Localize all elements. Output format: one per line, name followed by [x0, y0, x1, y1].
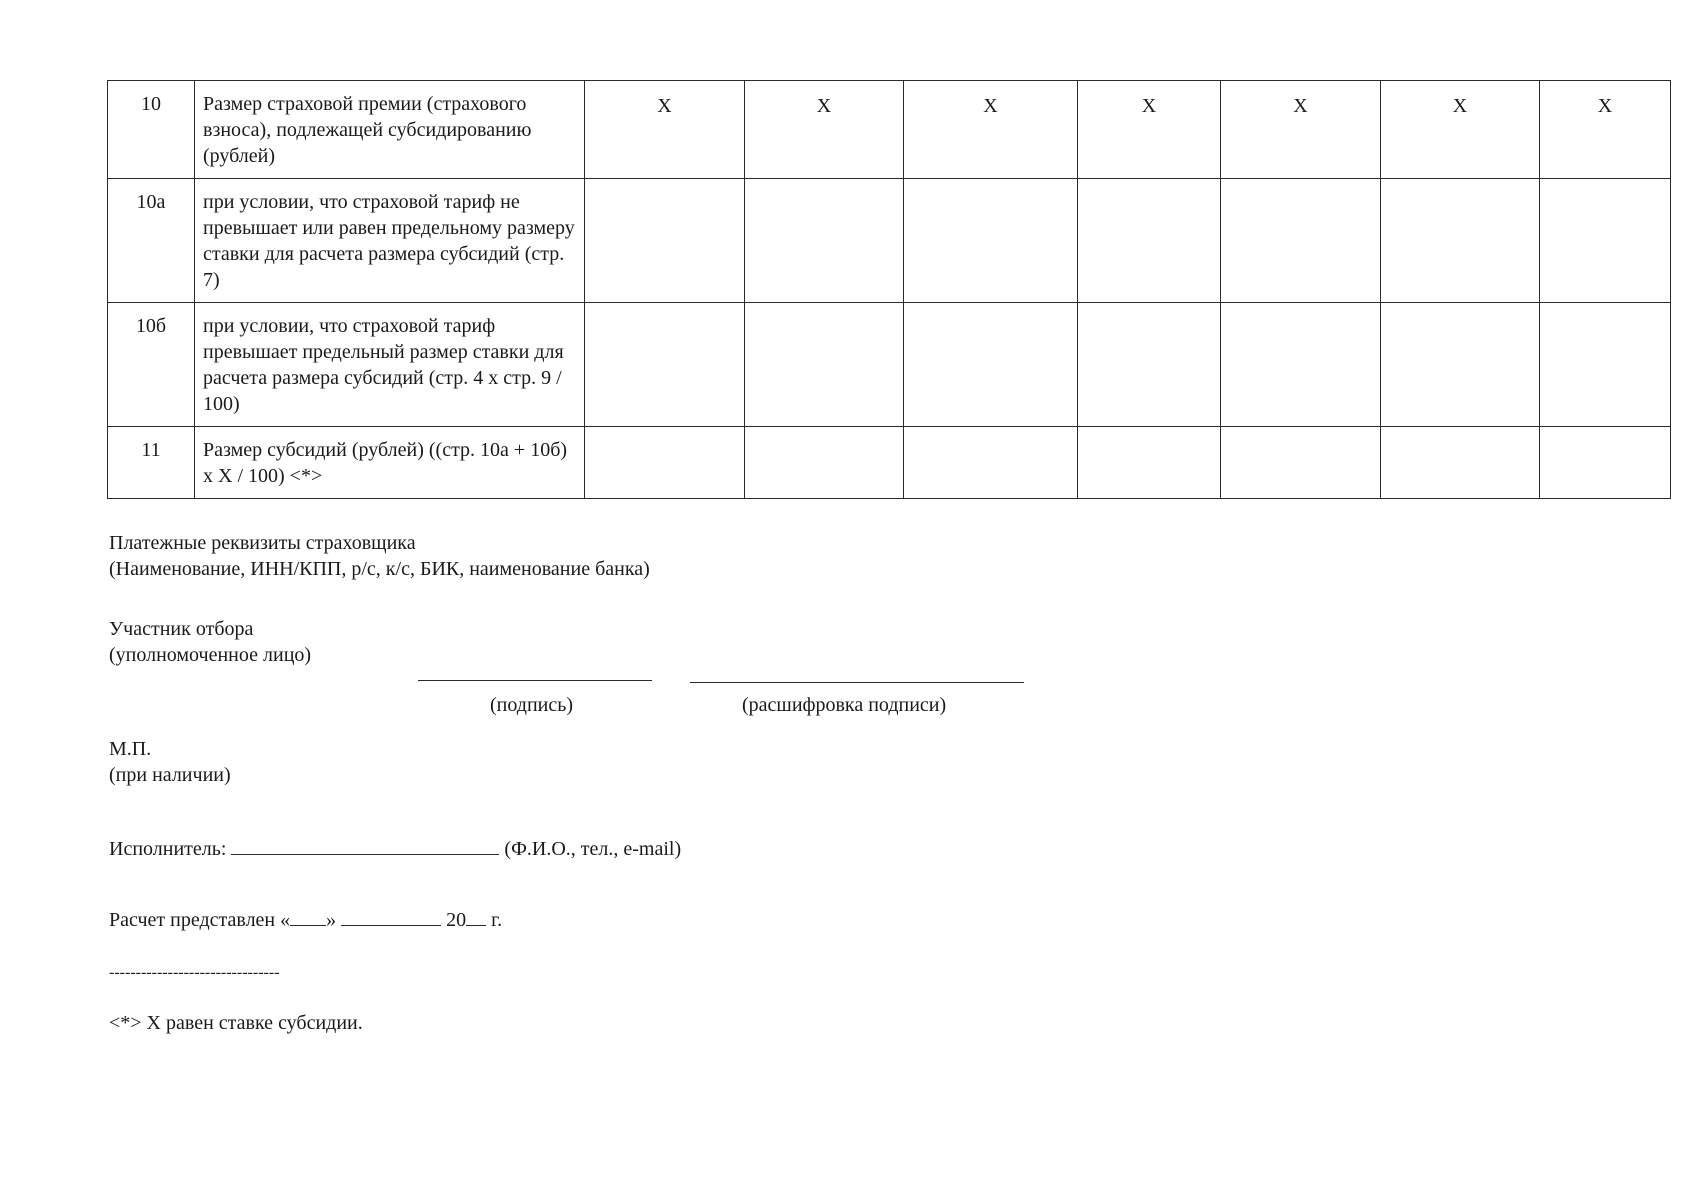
table-cell: [745, 179, 904, 303]
table-cell: [1381, 427, 1540, 499]
table-cell: [1540, 427, 1671, 499]
table-cell: [1381, 179, 1540, 303]
table-cell: X: [1078, 81, 1221, 179]
row-description: Размер субсидий (рублей) ((стр. 10а + 10б) x X / 100) <*>: [195, 427, 585, 499]
participant-hint: (уполномоченное лицо): [109, 644, 312, 666]
table-cell: X: [904, 81, 1078, 179]
table-cell: [1540, 303, 1671, 427]
day-input-line[interactable]: [290, 907, 326, 926]
table-cell: [1221, 179, 1381, 303]
participant-block: [109, 616, 311, 668]
executor-label: Исполнитель:: [109, 838, 227, 860]
row-number: 11: [108, 427, 195, 499]
table-cell: [745, 427, 904, 499]
table-cell: [904, 427, 1078, 499]
table-cell: [745, 303, 904, 427]
row-number: 10а: [108, 179, 195, 303]
year-suffix: г.: [491, 909, 503, 931]
row-description: Размер страховой премии (страхового взноса), подлежащей субсидированию (рублей): [195, 81, 585, 179]
table-row: [108, 179, 1671, 303]
table-cell: X: [745, 81, 904, 179]
submission-prefix: Расчет представлен «: [109, 909, 291, 931]
insurer-heading: Платежные реквизиты страховщика: [109, 532, 416, 554]
submission-date-line: [109, 907, 502, 933]
row-description: при условии, что страховой тариф не превышает или равен предельному размеру ставки для расчета размера субсидий (стр. 7): [195, 179, 585, 303]
table-cell: [1540, 179, 1671, 303]
table-cell: X: [1381, 81, 1540, 179]
table-cell: [1078, 427, 1221, 499]
signature-decoding-line[interactable]: [690, 682, 1024, 683]
table-row: [108, 81, 1671, 179]
table-cell: [1221, 303, 1381, 427]
table-row: [108, 303, 1671, 427]
row-number: 10: [108, 81, 195, 179]
signature-line[interactable]: [418, 680, 652, 681]
table-cell: [585, 303, 745, 427]
table-cell: X: [1221, 81, 1381, 179]
insurer-fields-hint: (Наименование, ИНН/КПП, р/с, к/с, БИК, наименование банка): [109, 558, 650, 580]
signature-caption: (подпись): [490, 694, 574, 716]
table-cell: [1078, 179, 1221, 303]
row-description: при условии, что страховой тариф превышает предельный размер ставки для расчета размера субсидий (стр. 4 x стр. 9 / 100): [195, 303, 585, 427]
quote-close: »: [326, 909, 337, 931]
table-cell: [904, 179, 1078, 303]
table-cell: [585, 179, 745, 303]
executor-line: [109, 836, 681, 862]
signature-decoding-caption: (расшифровка подписи): [742, 694, 947, 716]
year-input-line[interactable]: [466, 907, 486, 926]
footnote-separator: --------------------------------: [109, 964, 280, 981]
month-input-line[interactable]: [341, 907, 441, 926]
table-cell: X: [1540, 81, 1671, 179]
table-cell: X: [585, 81, 745, 179]
table-row: [108, 427, 1671, 499]
year-prefix: 20: [446, 909, 467, 931]
stamp-label: М.П.: [109, 738, 152, 760]
table-cell: [1381, 303, 1540, 427]
table-cell: [904, 303, 1078, 427]
table-cell: [1221, 427, 1381, 499]
participant-heading: Участник отбора: [109, 618, 254, 640]
row-number: 10б: [108, 303, 195, 427]
stamp-block: [109, 736, 231, 788]
stamp-hint: (при наличии): [109, 764, 231, 786]
table-cell: [585, 427, 745, 499]
footnote-text: <*> X равен ставке субсидии.: [109, 1012, 363, 1034]
executor-input-line[interactable]: [231, 836, 499, 855]
calculation-table: [107, 80, 1671, 499]
insurer-details: [109, 530, 650, 582]
executor-hint: (Ф.И.О., тел., e-mail): [504, 838, 682, 860]
table-cell: [1078, 303, 1221, 427]
